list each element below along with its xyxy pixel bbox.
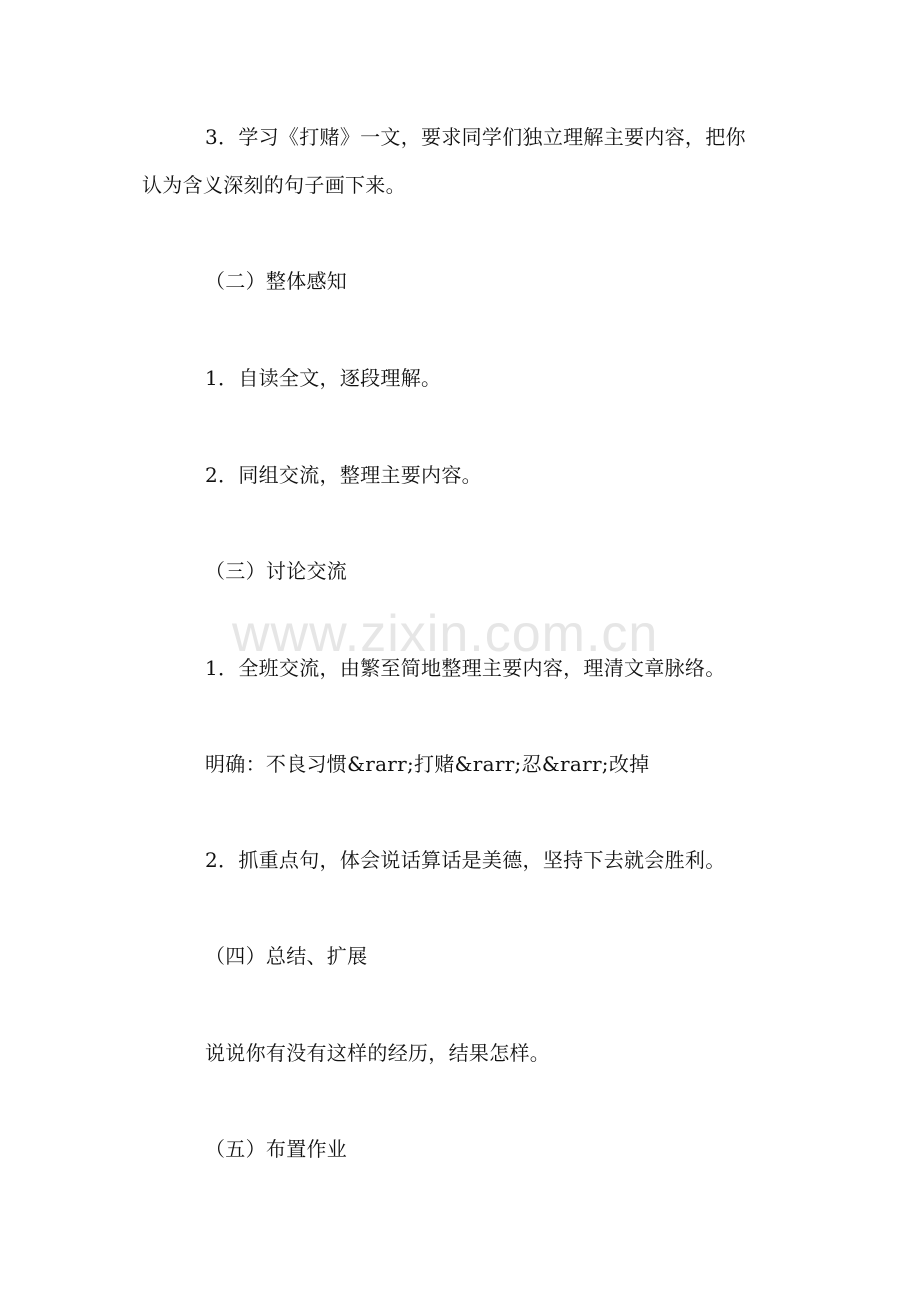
paragraph-item-3-line-2: 认为含义深刻的句子画下来。 <box>142 173 406 197</box>
section-heading-homework: （五）布置作业 <box>205 1137 348 1161</box>
section-heading-summary: （四）总结、扩展 <box>205 944 368 968</box>
paragraph-item-3-line-1: 3．学习《打赌》一文，要求同学们独立理解主要内容，把你 <box>205 125 746 149</box>
section-heading-overall-perception: （二）整体感知 <box>205 269 348 293</box>
watermark-text: www.zixin.com.cn <box>232 605 659 663</box>
list-item-key-sentences: 2．抓重点句，体会说话算话是美德，坚持下去就会胜利。 <box>205 848 726 872</box>
list-item-group-exchange: 2．同组交流，整理主要内容。 <box>205 463 482 487</box>
list-item-self-reading: 1．自读全文，逐段理解。 <box>205 366 442 390</box>
list-item-class-exchange: 1．全班交流，由繁至简地整理主要内容，理清文章脉络。 <box>205 656 726 680</box>
discussion-prompt: 说说你有没有这样的经历，结果怎样。 <box>205 1041 551 1065</box>
clarification-line: 明确：不良习惯&rarr;打赌&rarr;忍&rarr;改掉 <box>205 752 650 776</box>
section-heading-discussion: （三）讨论交流 <box>205 559 348 583</box>
